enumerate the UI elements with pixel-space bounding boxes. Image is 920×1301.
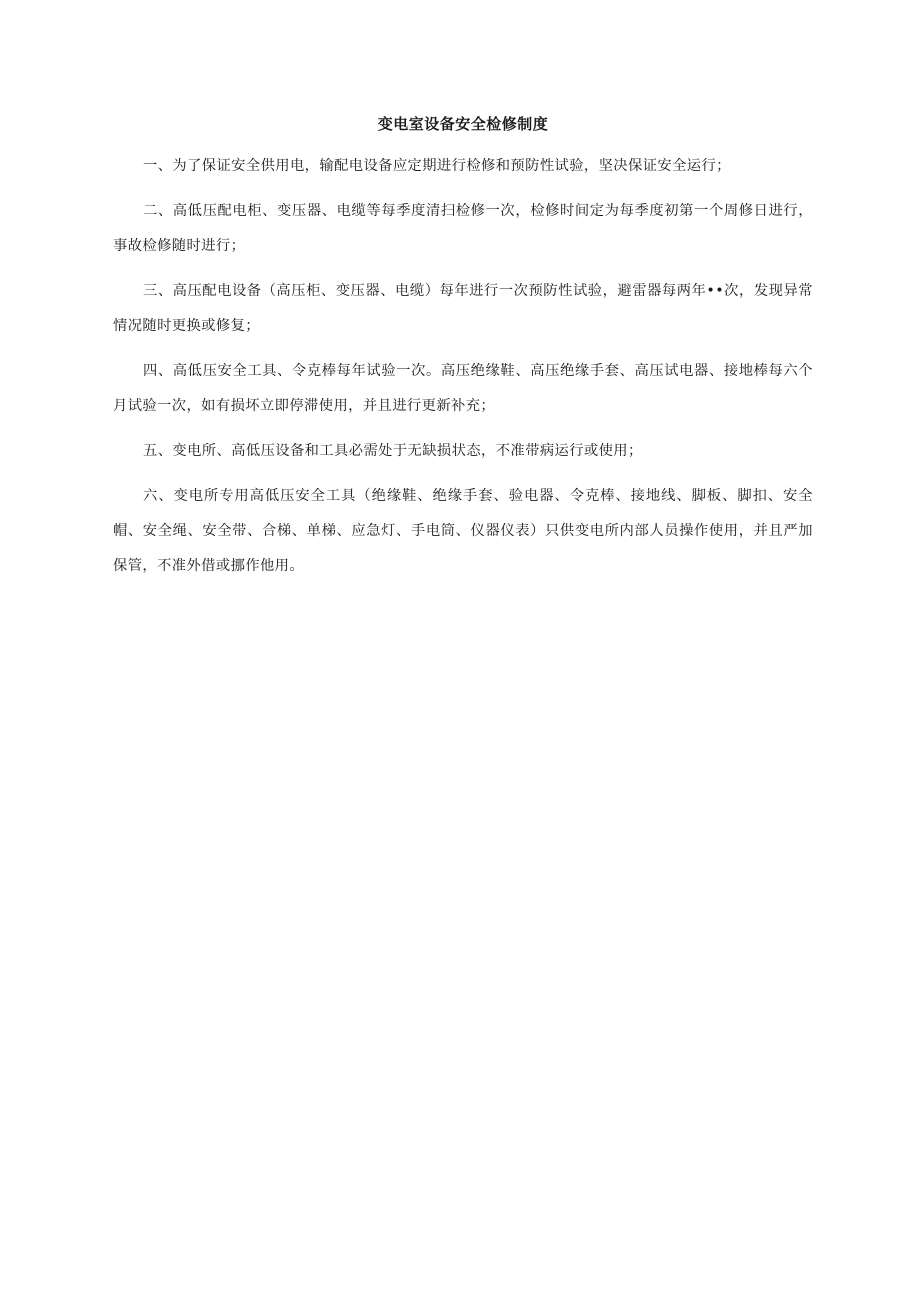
- clause-3: 三、高压配电设备（高压柜、变压器、电缆）每年进行一次预防性试验，避雷器每两年••次，发现异常情况随时更换或修复；: [113, 283, 813, 334]
- clause-5: 五、变电所、高低压设备和工具必需处于无缺损状态，不准带病运行或使用；: [143, 443, 643, 459]
- document-title: 变电室设备安全检修制度: [377, 115, 549, 133]
- clause-1: 一、为了保证安全供用电，输配电设备应定期进行检修和预防性试验，坚决保证安全运行；: [143, 158, 731, 174]
- document-body: [113, 112, 813, 594]
- clause-4: 四、高低压安全工具、令克棒每年试验一次。高压绝缘鞋、高压绝缘手套、高压试电器、接地棒每六个月试验一次，如有损坏立即停滞使用，并且进行更新补充；: [113, 363, 813, 414]
- clause-6: 六、变电所专用高低压安全工具（绝缘鞋、绝缘手套、验电器、令克棒、接地线、脚板、脚扣、安全帽、安全绳、安全带、合梯、单梯、应急灯、手电筒、仪器仪表）只供变电所内部人员操作使用，并且严加保管，不准外借或挪作他用。: [113, 488, 813, 574]
- clause-2: 二、高低压配电柜、变压器、电缆等每季度清扫检修一次，检修时间定为每季度初第一个周修日进行，事故检修随时进行；: [113, 203, 813, 254]
